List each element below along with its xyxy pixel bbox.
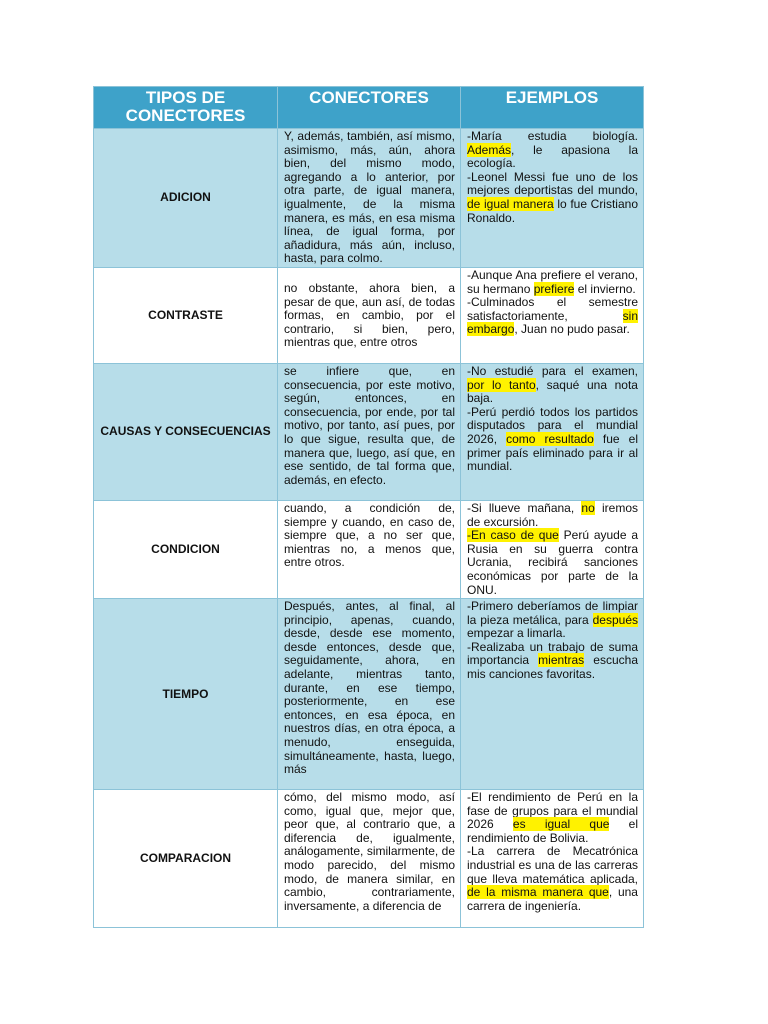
highlighted-connector: de igual manera [467,196,554,211]
highlighted-connector: como resultado [506,431,594,446]
example-text: -Perú perdió todos los partidos disputados para el mundial 2026, [467,404,638,446]
example-sentence [467,600,638,641]
example-sentence [467,791,638,845]
example-text: el invierno. [574,281,636,296]
example-text: Perú ayude a Rusia en su guerra contra Ucrania, recibirá sanciones económicas por parte de la ONU. [467,528,639,597]
highlighted-connector: es igual que [512,817,610,832]
example-text: -Si llueve mañana, [467,500,582,515]
highlighted-connector: después [592,612,638,627]
highlighted-connector: sin embargo [467,308,638,337]
examples-cell [461,500,644,598]
example-sentence [467,406,638,474]
examples-cell [461,363,644,500]
examples-cell [461,599,644,790]
header-connectors: CONECTORES [278,87,461,129]
example-text: empezar a limarla. [467,626,566,641]
connector-type: CONTRASTE [94,267,278,363]
example-sentence [467,365,638,406]
connector-list: Y, además, también, así mismo, asimismo, más, aún, ahora bien, del mismo modo, agregando a lo anterior, por otra parte, de igual manera, igualmente, de la misma manera, es más, en esa misma línea, de igual forma, por añadidura, más aún, incluso, hasta, para colmo. [278,129,461,268]
example-text: -Aunque Ana prefiere el verano, su hermano [467,267,638,296]
highlighted-connector: mientras [538,653,585,668]
header-examples: EJEMPLOS [461,87,644,129]
example-sentence [467,130,638,171]
example-text: -No estudié para el examen, [467,363,638,378]
example-text: -Culminados el semestre satisfactoriamente, [467,295,638,323]
example-sentence [467,529,638,597]
example-text: -Leonel Messi fue uno de los mejores deportistas del mundo, [467,169,638,198]
example-text: lo fue Cristiano Ronaldo. [467,196,638,225]
highlighted-connector: de la misma manera que [467,885,609,900]
highlighted-connector: por lo tanto [467,377,536,392]
connector-type: COMPARACION [94,790,278,928]
connector-type: CAUSAS Y CONSECUENCIAS [94,363,278,500]
highlighted-connector: no [581,500,595,515]
example-sentence [467,502,638,529]
examples-cell [461,129,644,268]
highlighted-connector: prefiere [533,281,575,296]
table-row [94,363,644,500]
connector-type: TIEMPO [94,599,278,790]
connector-list: no obstante, ahora bien, a pesar de que, aun así, de todas formas, en cambio, por el contrario, si bien, pero, mientras que, entre otros [278,267,461,363]
example-text: el rendimiento de Bolivia. [467,817,638,845]
connectors-table [93,86,644,928]
example-sentence [467,845,638,913]
connector-list: se infiere que, en consecuencia, por este motivo, según, entonces, en consecuencia, por ende, por tal motivo, por tanto, así pues, por lo que sigue, resulta que, de manera que, luego, así que, en ese sentido, de tal forma que, además, en efecto. [278,363,461,500]
table-row [94,129,644,268]
highlighted-connector: -En caso de que [467,528,559,543]
table-header-row [94,87,644,129]
example-text: , saqué una nota baja. [467,377,638,406]
examples-cell [461,267,644,363]
header-types: TIPOS DE CONECTORES [94,87,278,129]
example-sentence [467,641,638,682]
example-text: -Realizaba un trabajo de suma importancia [467,639,638,668]
example-text: -La carrera de Mecatrónica industrial es una de las carreras que lleva matemática aplicada, [467,844,638,886]
example-text: -Primero deberíamos de limpiar la pieza metálica, para [467,599,638,627]
example-text: , una carrera de ingeniería. [467,885,638,913]
table-row [94,500,644,598]
example-text: -María estudia biología. [467,129,638,143]
table-row [94,267,644,363]
table-row [94,790,644,928]
example-text: , le apasiona la ecología. [467,142,638,171]
examples-cell [461,790,644,928]
connector-type: ADICION [94,129,278,268]
example-sentence [467,296,638,337]
connector-type: CONDICION [94,500,278,598]
example-text: -El rendimiento de Perú en la fase de grupos para el mundial 2026 [467,790,638,832]
example-text: escucha mis canciones favoritas. [467,653,638,682]
table-row [94,599,644,790]
connector-list: cómo, del mismo modo, así como, igual que, mejor que, peor que, al contrario que, a diferencia de, igualmente, análogamente, similarmente, de modo parecido, del mismo modo, de manera similar, en cambio, contrariamente, inversamente, a diferencia de [278,790,461,928]
example-sentence [467,269,638,296]
connector-list: cuando, a condición de, siempre y cuando, en caso de, siempre que, a no ser que, mientras no, a menos que, entre otros. [278,500,461,598]
highlighted-connector: Además [467,142,512,157]
example-sentence [467,171,638,225]
example-text: fue el primer país eliminado para ir al mundial. [467,431,638,474]
example-text: iremos de excursión. [467,500,638,529]
example-text: , Juan no pudo pasar. [514,322,630,337]
connector-list: Después, antes, al final, al principio, apenas, cuando, desde, desde ese momento, desde entonces, desde que, seguidamente, ahora, en adelante, mientras tanto, durante, en ese tiempo, posteriormente, en ese entonces, en esa época, en nuestros días, en otra época, a menudo, enseguida, simultáneamente, hasta, luego, más [278,599,461,790]
